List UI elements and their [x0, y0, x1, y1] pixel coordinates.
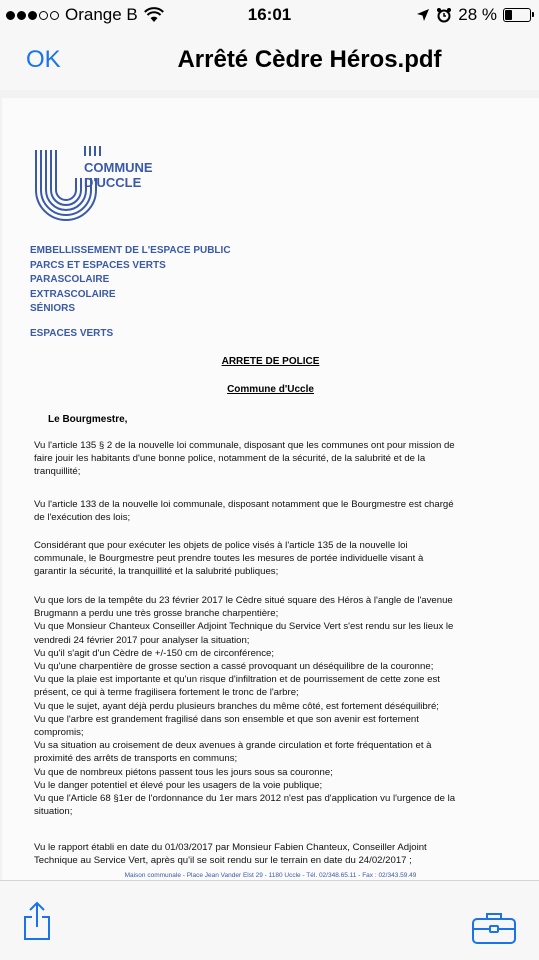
text-line: Vu que lors de la tempête du 23 février 2017 le Cèdre situé square des Héros à l'angle de l'avenue [34, 595, 453, 606]
text-line: vendredi 24 février 2017 pour analyser la situation; [34, 634, 250, 646]
text-line: Considérant que pour exécuter les objets de police visés à l'article 135 de la nouvelle loi [34, 540, 408, 551]
text-line: proximité des arrêts de transports en communs; [34, 753, 238, 765]
paragraph-4 [34, 594, 504, 818]
document-subheading: Commune d'Uccle [227, 384, 314, 395]
battery-percent: 28 % [458, 5, 497, 24]
text-line: Vu le danger potentiel et élevé pour les usagers de la voie publique; [34, 779, 323, 791]
navigation-bar [0, 32, 539, 90]
status-time: 16:01 [247, 5, 292, 24]
text-line: Vu que Monsieur Chanteux Conseiller Adjoint Technique du Service Vert s'est rendu sur les lieux le [34, 621, 454, 633]
text-line: Vu l'article 133 de la nouvelle loi communale, disposant notamment que le Bourgmestre est chargé [34, 499, 454, 510]
document-title: Arrêté Cèdre Héros.pdf [177, 46, 442, 73]
text-line: tranquillité; [34, 466, 81, 478]
text-line: garantir la sécurité, la tranquillité et la salubrité publiques; [34, 566, 279, 578]
logo-line-2: D'UCCLE [84, 175, 142, 190]
text-line: Vu sa situation au croisement de deux avenues à grande circulation et forte fréquentation et à [34, 740, 432, 752]
battery-icon [503, 8, 531, 22]
pdf-page [2, 98, 539, 880]
service-label: ESPACES VERTS [30, 328, 114, 339]
department-item: PARCS ET ESPACES VERTS [30, 259, 166, 271]
bottom-toolbar [0, 880, 539, 960]
battery-fill [505, 10, 512, 20]
salutation: Le Bourgmestre, [48, 414, 128, 425]
department-item: EXTRASCOLAIRE [30, 288, 116, 300]
text-line: faire jouir les habitants d'une bonne police, notamment de la sécurité, de la salubrité et de la [34, 453, 426, 465]
text-line: Vu l'article 135 § 2 de la nouvelle loi communale, disposant que les communes ont pour mission de [34, 440, 455, 451]
text-line: Vu que l'arbre est grandement fragilisé dans son ensemble et que son avenir est fortement [34, 713, 419, 725]
text-line: Vu que l'Article 68 §1er de l'ordonnance du 1er mars 2012 n'est pas d'application vu l'urgence de la [34, 793, 456, 805]
text-line: Brugmann a perdu une très grosse branche charpentière; [34, 608, 279, 620]
department-list [30, 244, 231, 317]
logo-line-1: COMMUNE [84, 160, 153, 175]
alarm-icon [436, 7, 452, 23]
location-arrow-icon [416, 8, 430, 22]
text-line: présent, ce qui à terme fragilisera fortement le tronc de l'arbre; [34, 687, 299, 699]
paragraph-1 [34, 439, 504, 479]
text-line: de l'exécution des lois; [34, 512, 131, 524]
pdf-viewer[interactable] [0, 90, 539, 880]
text-line: Vu le rapport établi en date du 01/03/2017 par Monsieur Fabien Chanteux, Conseiller Adjoint [34, 842, 427, 853]
status-right [416, 5, 531, 25]
text-line: Vu que de nombreux piétons passent tous les jours sous sa couronne; [34, 766, 333, 778]
paragraph-3 [34, 539, 504, 579]
paragraph-2 [34, 498, 504, 524]
paragraph-5 [34, 841, 504, 867]
logo-bars [84, 146, 101, 156]
text-line: communale, le Bourgmestre peut prendre toutes les mesures de portée individuelle visant à [34, 553, 424, 565]
text-line: Vu qu'il s'agit d'un Cèdre de +/-150 cm de circonférence; [34, 647, 275, 659]
document-heading: ARRETE DE POLICE [221, 356, 320, 367]
text-line: Vu que le sujet, ayant déjà perdu plusieurs branches du même côté, est fortement déséquilibré; [34, 700, 439, 712]
ok-button[interactable]: OK [26, 46, 61, 73]
text-line: Vu qu'une charpentière de grosse section a cassé provoquant un déséquilibre de la couronne; [34, 661, 434, 673]
text-line: compromis; [34, 727, 84, 739]
status-bar [0, 0, 539, 32]
text-line: Technique au Service Vert, après qu'il se soit rendu sur le terrain en date du 24/02/2017 ; [34, 855, 412, 867]
department-item: PARASCOLAIRE [30, 274, 110, 285]
share-icon[interactable] [22, 901, 52, 941]
document-footer: Maison communale - Place Jean Vander Elst 29 - 1180 Uccle - Tél. 02/348.65.11 - Fax : 02/343.59.49 [124, 872, 417, 879]
toolbox-icon[interactable] [471, 911, 517, 945]
department-item: EMBELLISSEMENT DE L'ESPACE PUBLIC [30, 245, 231, 256]
logo-text [84, 160, 153, 190]
text-line: Vu que la plaie est importante et qu'un risque d'infiltration et de pourrissement de cette zone est [34, 674, 440, 686]
carrier-name: Orange B [65, 5, 138, 24]
text-line: situation; [34, 806, 73, 818]
department-item: SÉNIORS [30, 303, 76, 314]
